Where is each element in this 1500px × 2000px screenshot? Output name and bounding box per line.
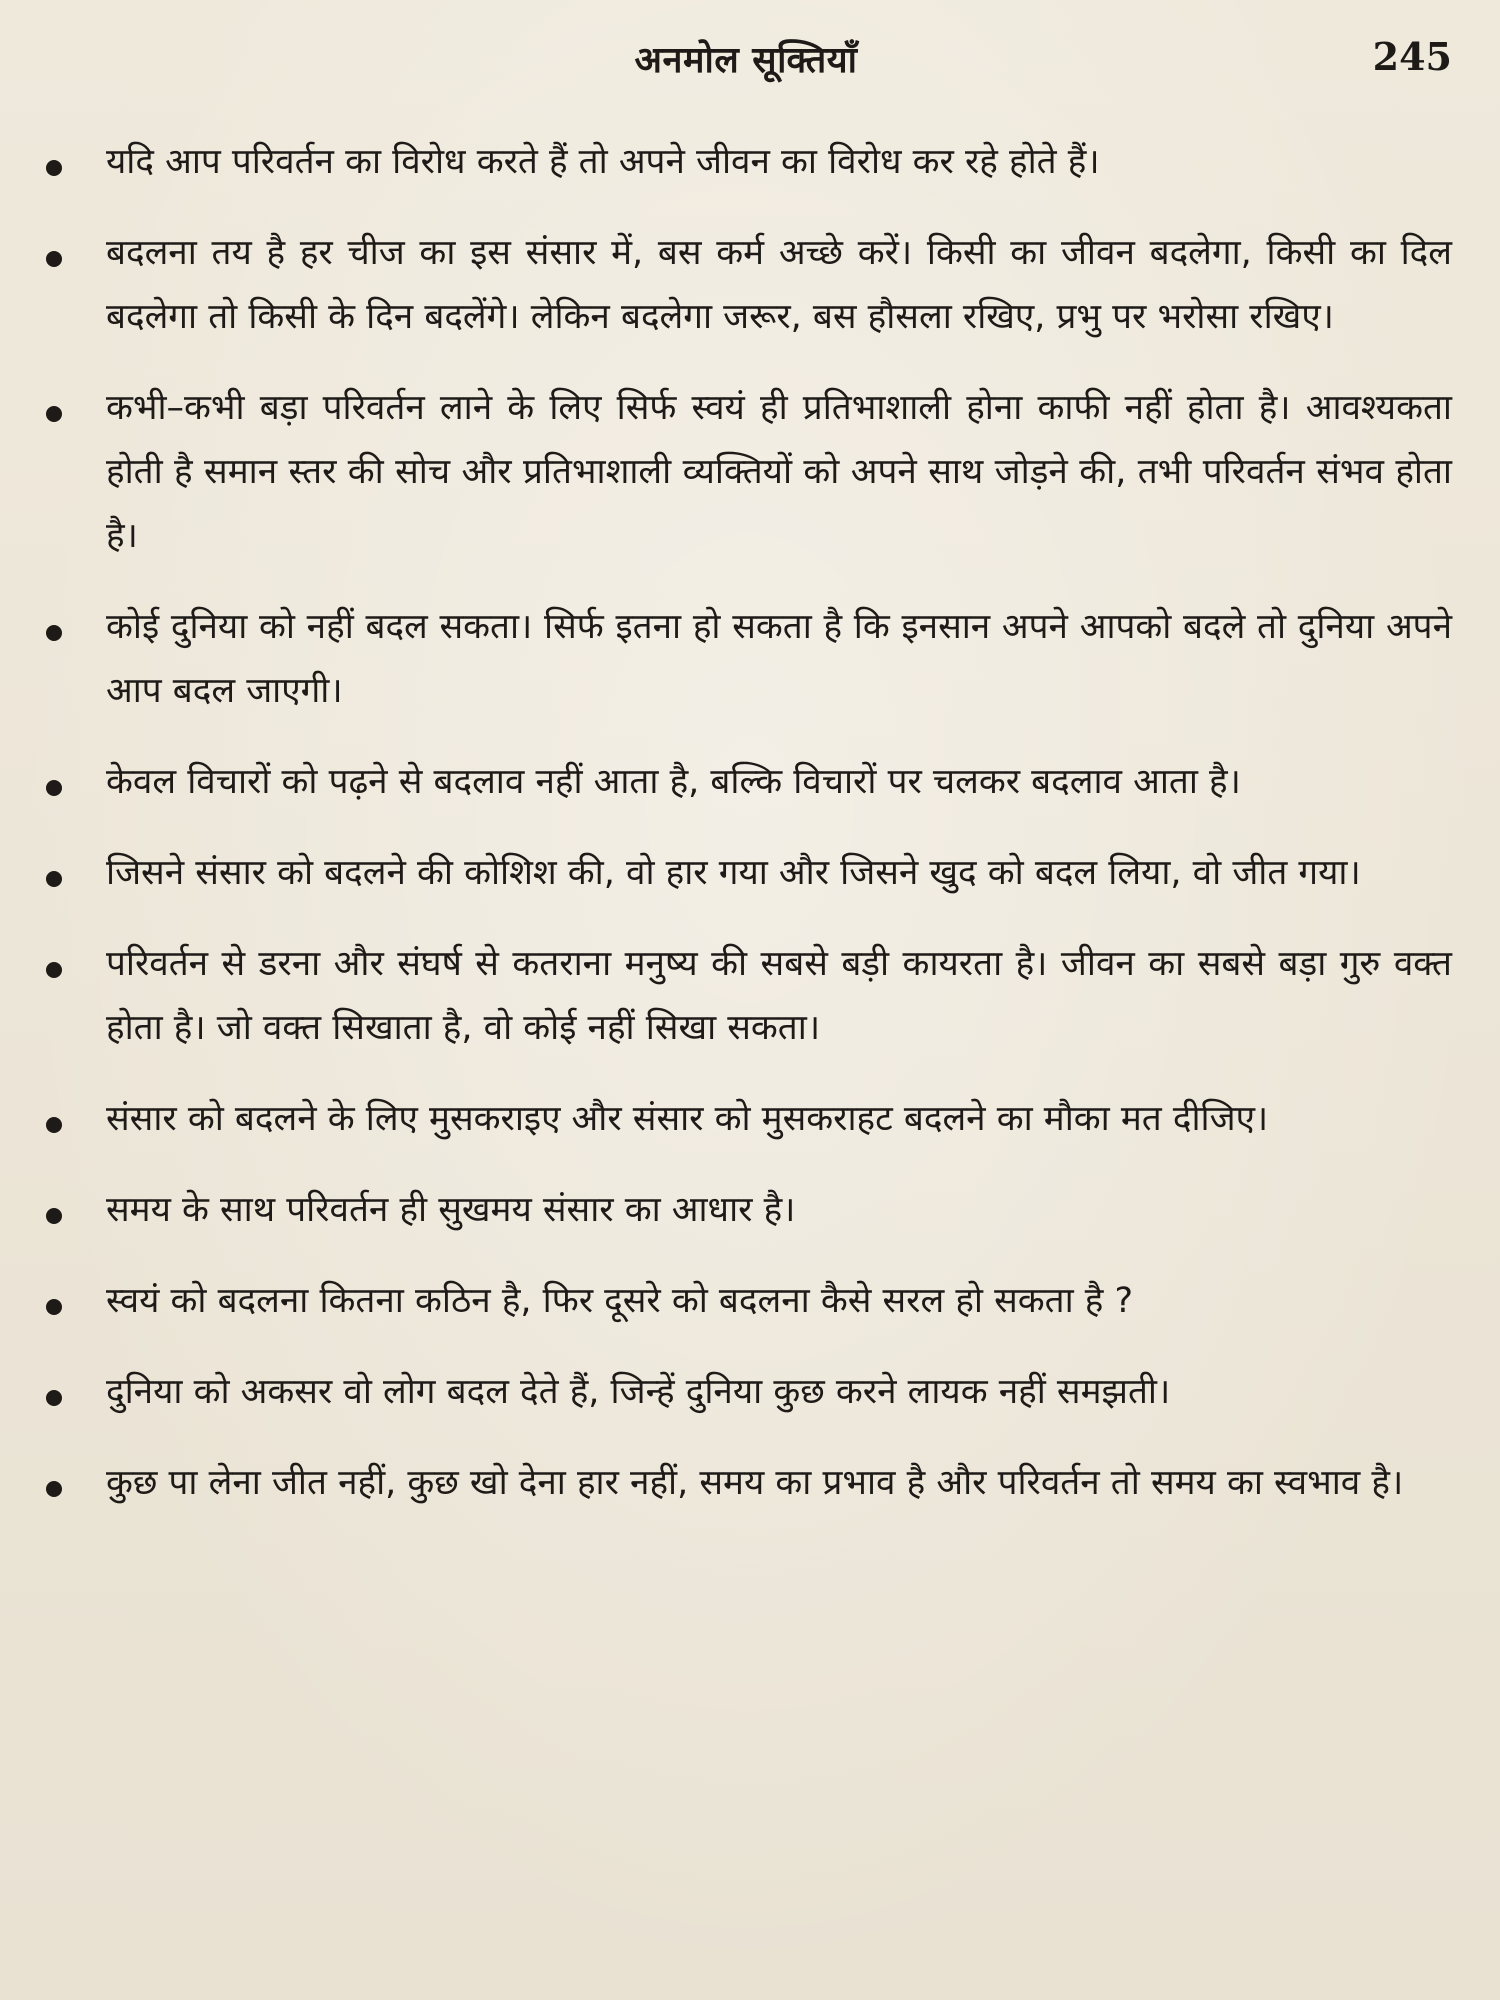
quote-item: [40, 1451, 1452, 1515]
quote-item: [40, 130, 1452, 194]
quote-text: कुछ पा लेना जीत नहीं, कुछ खो देना हार नहीं, समय का प्रभाव है और परिवर्तन तो समय का स्वभाव है।: [106, 1463, 1404, 1503]
bullet-icon: [46, 160, 62, 176]
page-header: [40, 28, 1452, 90]
bullet-icon: [46, 1481, 62, 1497]
quote-item: [40, 1178, 1452, 1242]
bullet-icon: [46, 1390, 62, 1406]
bullet-icon: [46, 251, 62, 267]
bullet-icon: [46, 962, 62, 978]
quote-item: [40, 1087, 1452, 1151]
bullet-icon: [46, 1299, 62, 1315]
quote-text: केवल विचारों को पढ़ने से बदलाव नहीं आता है, बल्कि विचारों पर चलकर बदलाव आता है।: [106, 762, 1241, 802]
quote-text: संसार को बदलने के लिए मुसकराइए और संसार को मुसकराहट बदलने का मौका मत दीजिए।: [106, 1099, 1269, 1139]
quote-text: यदि आप परिवर्तन का विरोध करते हैं तो अपने जीवन का विरोध कर रहे होते हैं।: [106, 142, 1100, 182]
bullet-icon: [46, 625, 62, 641]
quote-text: समय के साथ परिवर्तन ही सुखमय संसार का आधार है।: [106, 1190, 796, 1230]
bullet-icon: [46, 1208, 62, 1224]
quote-text: कभी–कभी बड़ा परिवर्तन लाने के लिए सिर्फ स्वयं ही प्रतिभाशाली होना काफी नहीं होता है। आवश्यकता होती है समान स्तर की सोच और प्रतिभाशाली व्यक्तियों को अपने साथ जोड़ने की, तभी परिवर्तन संभव होता है।: [106, 388, 1452, 556]
quote-item: [40, 841, 1452, 905]
bullet-icon: [46, 406, 62, 422]
quote-list: [40, 130, 1452, 1515]
quote-text: दुनिया को अकसर वो लोग बदल देते हैं, जिन्हें दुनिया कुछ करने लायक नहीं समझती।: [106, 1372, 1171, 1412]
running-title: अनमोल सूक्तियाँ: [634, 40, 858, 81]
quote-item: [40, 1360, 1452, 1424]
quote-text: स्वयं को बदलना कितना कठिन है, फिर दूसरे को बदलना कैसे सरल हो सकता है ?: [106, 1281, 1134, 1321]
quote-text: कोई दुनिया को नहीं बदल सकता। सिर्फ इतना हो सकता है कि इनसान अपने आपको बदले तो दुनिया अपने आप बदल जाएगी।: [106, 607, 1452, 711]
quote-item: [40, 221, 1452, 349]
quote-item: [40, 750, 1452, 814]
quote-text: परिवर्तन से डरना और संघर्ष से कतराना मनुष्य की सबसे बड़ी कायरता है। जीवन का सबसे बड़ा गुरु वक्त होता है। जो वक्त सिखाता है, वो कोई नहीं सिखा सकता।: [106, 944, 1452, 1048]
bullet-icon: [46, 780, 62, 796]
quote-item: [40, 376, 1452, 568]
quote-item: [40, 932, 1452, 1060]
bullet-icon: [46, 1117, 62, 1133]
quote-item: [40, 1269, 1452, 1333]
quote-text: बदलना तय है हर चीज का इस संसार में, बस कर्म अच्छे करें। किसी का जीवन बदलेगा, किसी का दिल बदलेगा तो किसी के दिन बदलेंगे। लेकिन बदलेगा जरूर, बस हौसला रखिए, प्रभु पर भरोसा रखिए।: [106, 233, 1452, 337]
bullet-icon: [46, 871, 62, 887]
quote-item: [40, 595, 1452, 723]
quote-text: जिसने संसार को बदलने की कोशिश की, वो हार गया और जिसने खुद को बदल लिया, वो जीत गया।: [106, 853, 1361, 893]
page-number: 245: [1372, 34, 1452, 79]
